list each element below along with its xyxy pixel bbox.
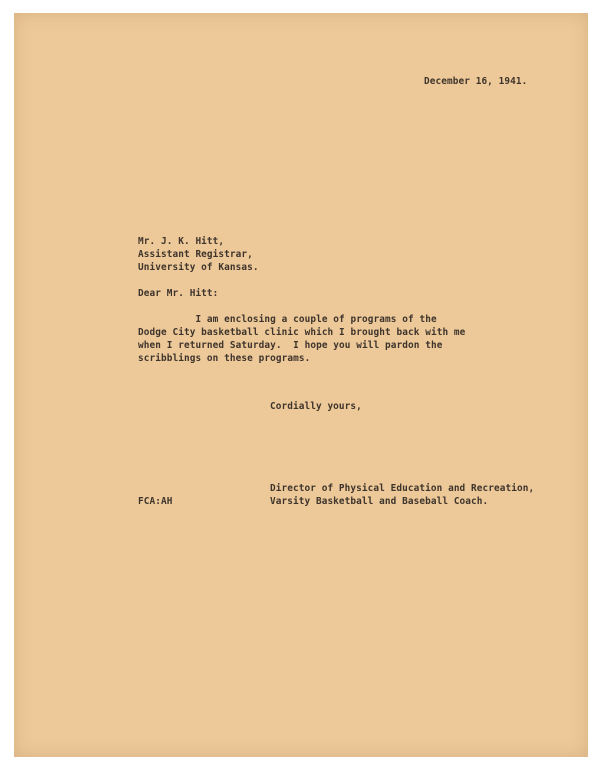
salutation: Dear Mr. Hitt: bbox=[138, 288, 219, 299]
signature-title-1: Director of Physical Education and Recreation, bbox=[270, 483, 535, 494]
address-line-title: Assistant Registrar, bbox=[138, 249, 253, 260]
signature-block bbox=[270, 482, 534, 508]
body-line-4: scribblings on these programs. bbox=[138, 353, 311, 364]
letter-page bbox=[14, 13, 588, 757]
recipient-address bbox=[138, 235, 259, 274]
closing: Cordially yours, bbox=[270, 401, 362, 412]
address-line-institution: University of Kansas. bbox=[138, 262, 259, 273]
letter-body bbox=[138, 313, 465, 365]
address-line-name: Mr. J. K. Hitt, bbox=[138, 236, 225, 247]
letter-date: December 16, 1941. bbox=[424, 76, 528, 87]
body-line-3: when I returned Saturday. I hope you will pardon the bbox=[138, 340, 443, 351]
reference-initials: FCA:AH bbox=[138, 496, 173, 507]
signature-title-2: Varsity Basketball and Baseball Coach. bbox=[270, 496, 489, 507]
body-line-2: Dodge City basketball clinic which I brought back with me bbox=[138, 327, 466, 338]
body-line-1: I am enclosing a couple of programs of the bbox=[138, 314, 437, 325]
